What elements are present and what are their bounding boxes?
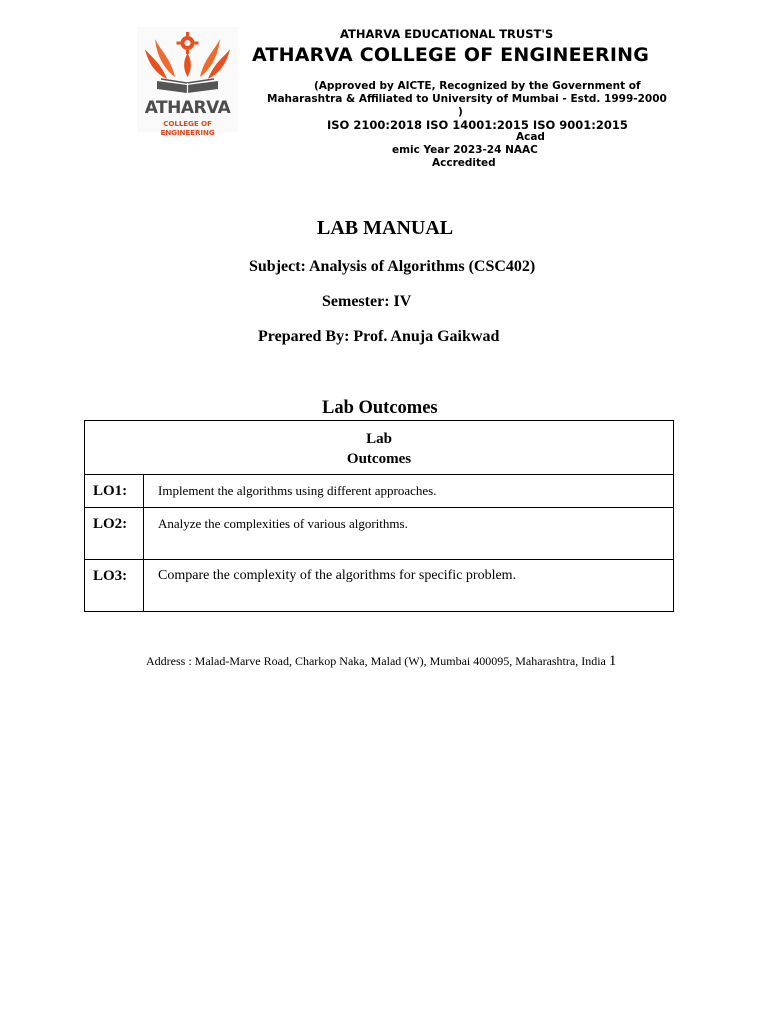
outcome-text: Implement the algorithms using different approaches. — [144, 475, 674, 508]
iso-line: ISO 2100:2018 ISO 14001:2015 ISO 9001:2015 — [327, 118, 628, 132]
logo-tagline: COLLEGE OF ENGINEERING — [160, 119, 215, 137]
address-text: Address : Malad-Marve Road, Charkop Naka, Malad (W), Mumbai 400095, Maharashtra, India — [146, 654, 606, 668]
lab-outcomes-table — [84, 420, 674, 612]
outcome-code: LO1: — [85, 475, 144, 508]
table-header-cell — [85, 421, 674, 475]
logo-wordmark: ATHARVA — [144, 98, 231, 118]
lab-outcomes-heading: Lab Outcomes — [322, 398, 438, 418]
college-logo — [137, 27, 238, 137]
prepared-by-line: Prepared By: Prof. Anuja Gaikwad — [258, 328, 500, 345]
semester-line: Semester: IV — [322, 293, 412, 310]
accredited-line: Accredited — [432, 157, 496, 169]
page-title: LAB MANUAL — [317, 217, 454, 239]
table-header-row — [85, 421, 674, 475]
table-row — [85, 508, 674, 560]
footer-address — [146, 653, 616, 670]
flame-book-emblem-icon — [137, 27, 238, 99]
subject-line: Subject: Analysis of Algorithms (CSC402) — [249, 258, 536, 275]
table-row — [85, 475, 674, 508]
acad-line: Acad — [516, 131, 545, 143]
trust-name: ATHARVA EDUCATIONAL TRUST'S — [340, 27, 554, 41]
approval-line-2: Maharashtra & Affiliated to University of Mumbai - Estd. 1999-2000 — [267, 93, 667, 105]
outcome-code: LO3: — [85, 560, 144, 612]
page-number: 1 — [608, 653, 617, 669]
outcome-code: LO2: — [85, 508, 144, 560]
outcome-text: Compare the complexity of the algorithms for specific problem. — [144, 560, 674, 612]
academic-year-line: emic Year 2023-24 NAAC — [392, 144, 538, 156]
table-header-line-1: Lab — [366, 431, 392, 447]
approval-line-3: ) — [458, 106, 463, 118]
table-header-line-2: Outcomes — [346, 451, 412, 467]
college-name: ATHARVA COLLEGE OF ENGINEERING — [252, 44, 649, 66]
table-row — [85, 560, 674, 612]
approval-line-1: (Approved by AICTE, Recognized by the Government of — [314, 80, 641, 92]
outcome-text: Analyze the complexities of various algorithms. — [144, 508, 674, 560]
